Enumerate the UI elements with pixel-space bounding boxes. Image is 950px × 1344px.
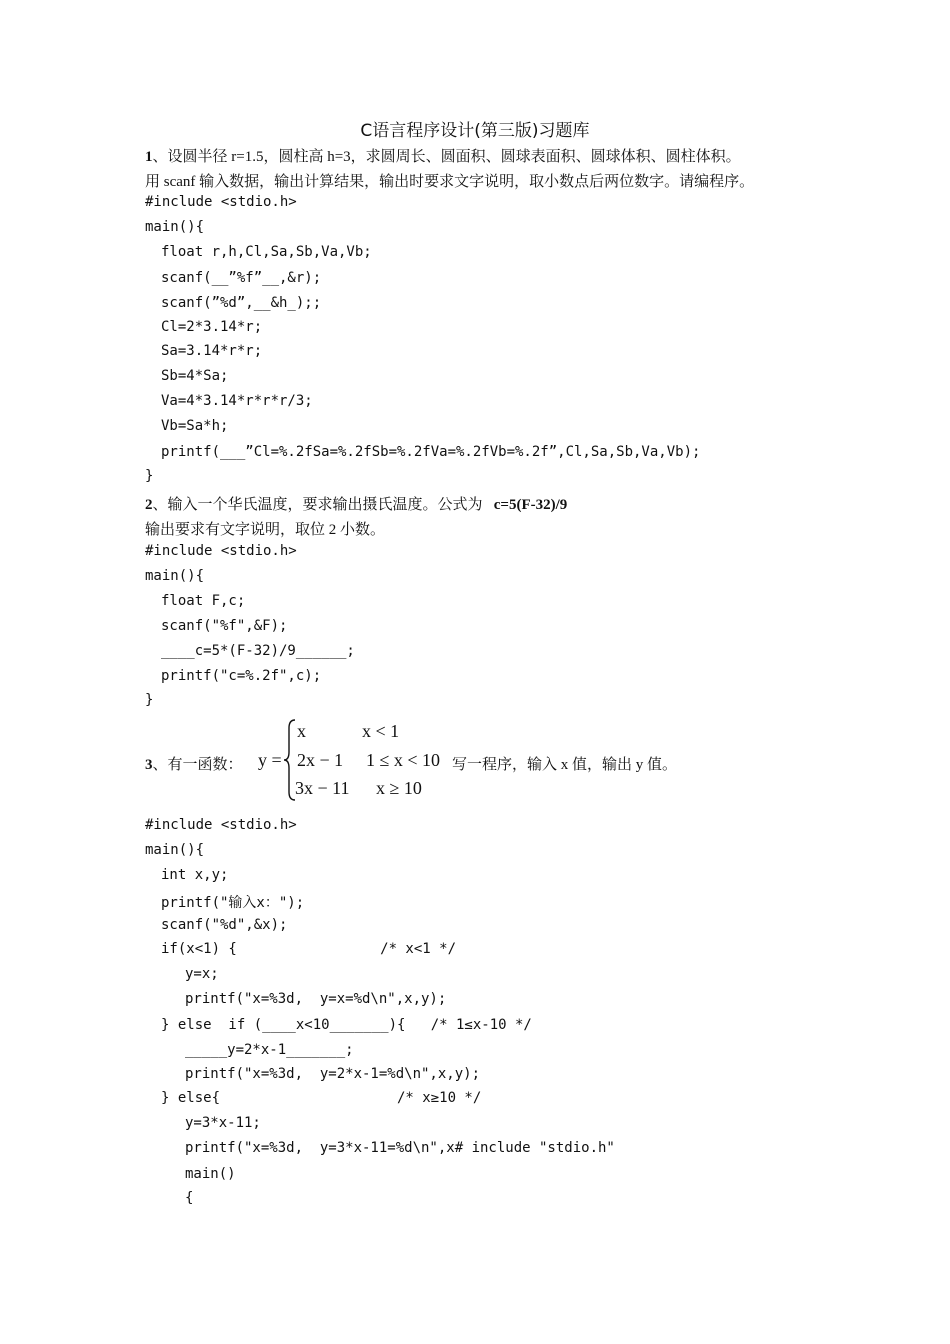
code-line: scanf(__”%f”__,&r); xyxy=(161,270,322,286)
page-title: C语言程序设计(第三版)习题库 xyxy=(360,121,590,141)
case-expr: 2x − 1 xyxy=(297,750,344,770)
code-line: int x,y; xyxy=(161,867,229,883)
code-line: main(){ xyxy=(145,568,205,584)
q3-suffix: 写一程序，输入 x 值，输出 y 值。 xyxy=(452,757,678,773)
code-line: Sb=4*Sa; xyxy=(161,368,229,384)
q1-line2: 用 scanf 输入数据，输出计算结果，输出时要求文字说明，取小数点后两位数字。请编程序。 xyxy=(145,174,755,190)
q2-line2: 输出要求有文字说明，取位 2 小数。 xyxy=(145,522,386,538)
code-line: printf("x=%3d, y=x=%d\n",x,y); xyxy=(185,991,447,1007)
code-line: Va=4*3.14*r*r*r/3; xyxy=(161,393,313,409)
code-line: y=x; xyxy=(185,966,219,982)
case-cond: x ≥ 10 xyxy=(376,778,422,798)
case-cond: x < 1 xyxy=(362,721,400,741)
code-line: } else{ /* x≥10 */ xyxy=(161,1090,482,1106)
q3-number: 3 xyxy=(145,757,153,773)
code-line: printf("x=%3d, y=3*x-11=%d\n",x# include "stdio.h" xyxy=(185,1140,615,1156)
code-line: } xyxy=(145,468,154,484)
code-line: Vb=Sa*h; xyxy=(161,418,229,434)
q2-number: 2 xyxy=(145,497,153,513)
code-line: float F,c; xyxy=(161,593,246,609)
q2-formula: c=5(F-32)/9 xyxy=(493,497,568,513)
case-expr: x xyxy=(297,721,306,741)
code-line: y=3*x-11; xyxy=(185,1115,261,1131)
q2-line1-text: 、输入一个华氏温度，要求输出摄氏温度。公式为 xyxy=(152,497,483,513)
code-line: printf("输入x："); xyxy=(161,895,305,911)
function-lhs: y = xyxy=(258,750,282,770)
code-line: Sa=3.14*r*r; xyxy=(161,343,263,359)
code-line: Cl=2*3.14*r; xyxy=(161,319,263,335)
code-line: main(){ xyxy=(145,842,205,858)
code-line: main(){ xyxy=(145,219,205,235)
code-line: { xyxy=(185,1190,194,1206)
q2-line1 xyxy=(145,493,567,514)
code-line: scanf("%f",&F); xyxy=(161,618,288,634)
code-line: printf("x=%3d, y=2*x-1=%d\n",x,y); xyxy=(185,1066,481,1082)
code-line: #include <stdio.h> xyxy=(145,543,297,559)
case-expr: 3x − 11 xyxy=(295,778,350,798)
q3-prefix-text: 、有一函数： xyxy=(152,757,243,773)
code-line: _____y=2*x-1_______; xyxy=(185,1042,354,1058)
q1-number: 1 xyxy=(145,149,153,165)
q1-line1-text: 、设圆半径 r=1.5，圆柱高 h=3，求圆周长、圆面积、圆球表面积、圆球体积、圆柱体积。 xyxy=(152,149,741,165)
code-line: scanf(”%d”,__&h_);; xyxy=(161,295,322,311)
case-cond: 1 ≤ x < 10 xyxy=(366,750,441,770)
code-line: } else if (____x<10_______){ /* 1≤x-10 */ xyxy=(161,1017,532,1033)
code-line: if(x<1) { /* x<1 */ xyxy=(161,941,457,957)
code-line: #include <stdio.h> xyxy=(145,194,297,210)
q1-line1 xyxy=(145,145,741,166)
code-line: main() xyxy=(185,1166,236,1182)
code-line: ____c=5*(F-32)/9______; xyxy=(161,643,355,659)
code-line: float r,h,Cl,Sa,Sb,Va,Vb; xyxy=(161,244,372,260)
code-line: scanf("%d",&x); xyxy=(161,917,288,933)
code-line: } xyxy=(145,692,154,708)
code-line: #include <stdio.h> xyxy=(145,817,297,833)
code-line: printf("c=%.2f",c); xyxy=(161,668,322,684)
code-line: printf(___”Cl=%.2fSa=%.2fSb=%.2fVa=%.2fVb=%.2f”,Cl,Sa,Sb,Va,Vb); xyxy=(161,444,701,460)
q3-prefix xyxy=(145,753,243,774)
